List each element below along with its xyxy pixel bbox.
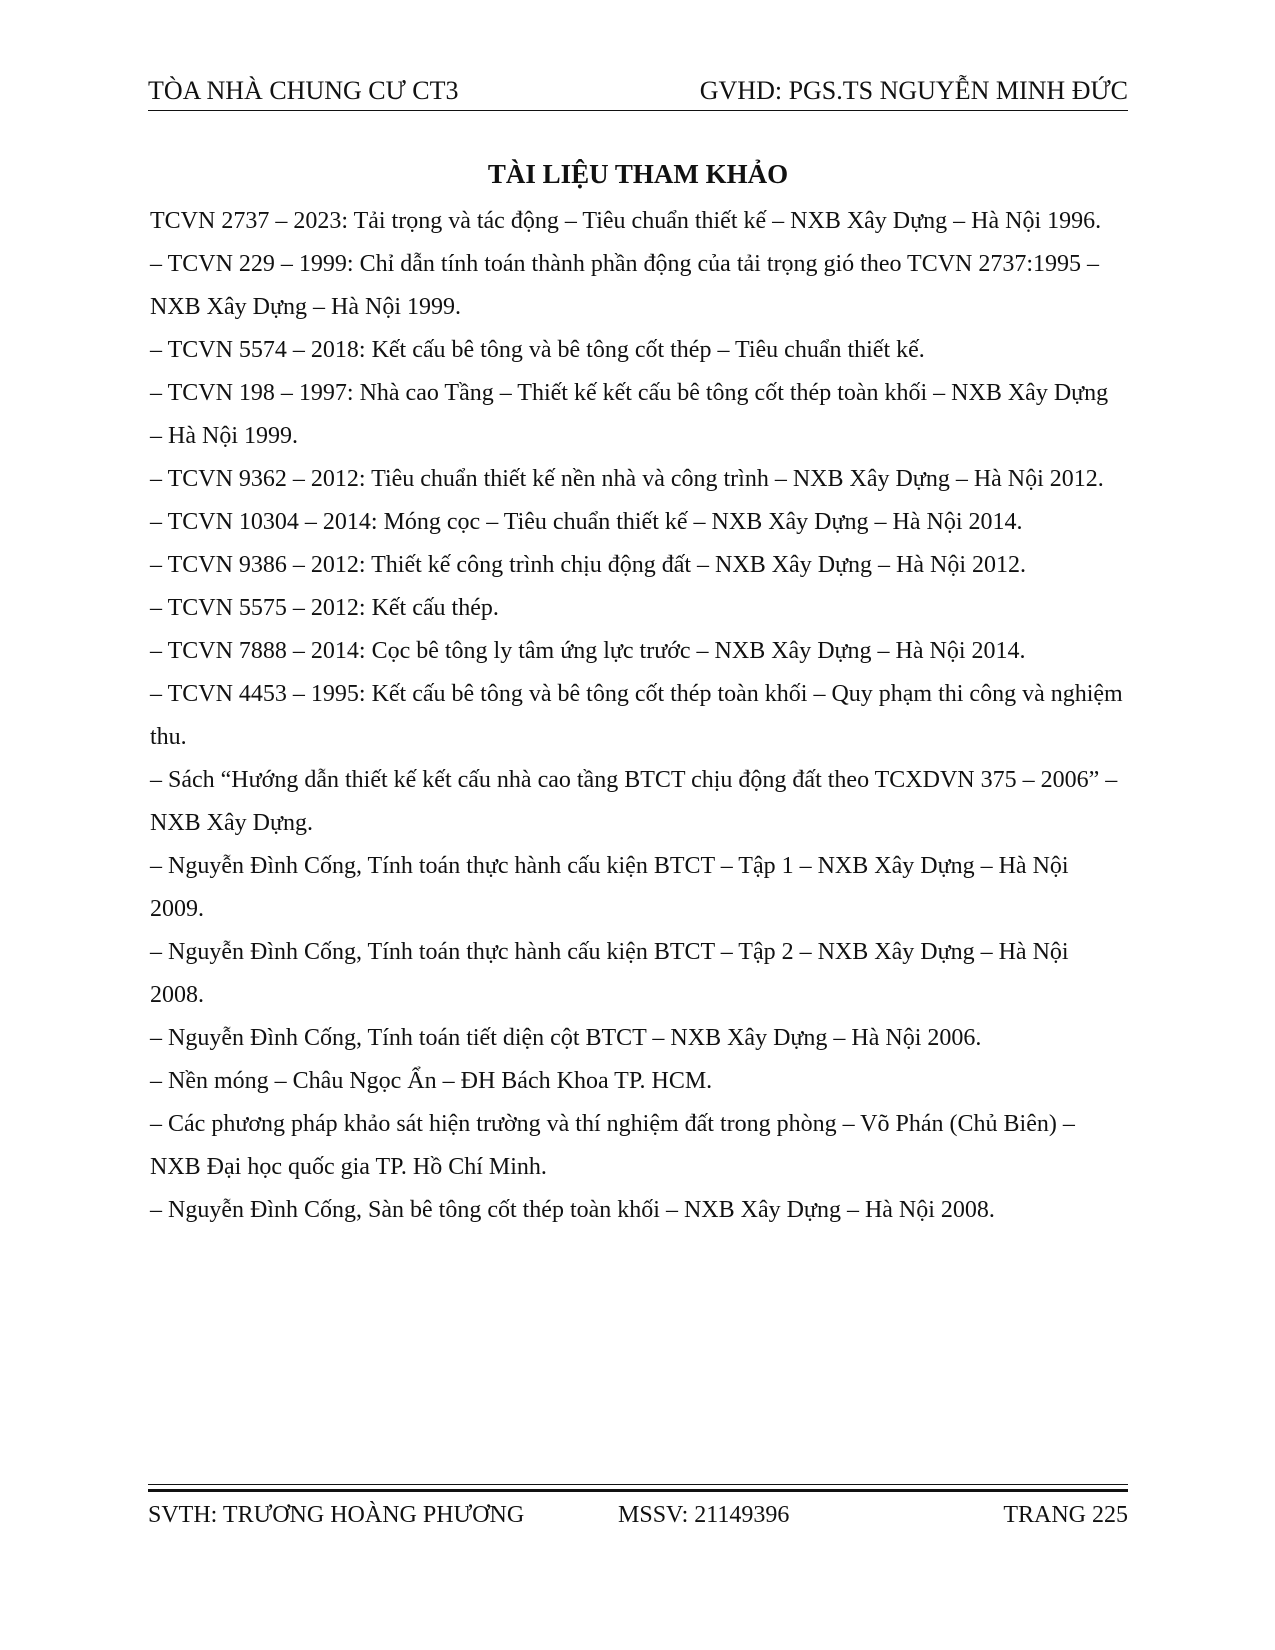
page-title: TÀI LIỆU THAM KHẢO [487, 159, 789, 189]
reference-list [150, 200, 1125, 1232]
reference-item: – TCVN 4453 – 1995: Kết cấu bê tông và bê tông cốt thép toàn khối – Quy phạm thi công và nghiệm thu. [150, 681, 1123, 750]
reference-item: – TCVN 10304 – 2014: Móng cọc – Tiêu chuẩn thiết kế – NXB Xây Dựng – Hà Nội 2014. [150, 509, 1023, 535]
reference-item: – TCVN 229 – 1999: Chỉ dẫn tính toán thành phần động của tải trọng gió theo TCVN 2737:1995 – NXB Xây Dựng – Hà Nội 1999. [150, 251, 1100, 320]
page-footer [148, 1498, 1128, 1534]
reference-item: – Nguyễn Đình Cống, Tính toán thực hành cấu kiện BTCT – Tập 1 – NXB Xây Dựng – Hà Nội 2009. [150, 853, 1069, 922]
reference-item: – TCVN 9362 – 2012: Tiêu chuẩn thiết kế nền nhà và công trình – NXB Xây Dựng – Hà Nội 2012. [150, 466, 1104, 492]
reference-item: – TCVN 9386 – 2012: Thiết kế công trình chịu động đất – NXB Xây Dựng – Hà Nội 2012. [150, 552, 1027, 578]
reference-item: – TCVN 5574 – 2018: Kết cấu bê tông và bê tông cốt thép – Tiêu chuẩn thiết kế. [150, 337, 925, 363]
reference-item: – Nguyễn Đình Cống, Sàn bê tông cốt thép toàn khối – NXB Xây Dựng – Hà Nội 2008. [150, 1197, 995, 1223]
header-supervisor: GVHD: PGS.TS NGUYỄN MINH ĐỨC [699, 76, 1128, 105]
reference-item: – TCVN 198 – 1997: Nhà cao Tầng – Thiết kế kết cấu bê tông cốt thép toàn khối – NXB Xây Dựng – Hà Nội 1999. [150, 380, 1109, 449]
footer-page-number: TRANG 225 [1003, 1502, 1128, 1528]
footer-divider-thin [148, 1484, 1128, 1485]
footer-divider-thick [148, 1489, 1128, 1492]
reference-item: – TCVN 7888 – 2014: Cọc bê tông ly tâm ứng lực trước – NXB Xây Dựng – Hà Nội 2014. [150, 638, 1026, 664]
reference-item: – Nền móng – Châu Ngọc Ẩn – ĐH Bách Khoa TP. HCM. [150, 1068, 713, 1094]
footer-student-id: MSSV: 21149396 [618, 1502, 790, 1528]
reference-item: – Các phương pháp khảo sát hiện trường và thí nghiệm đất trong phòng – Võ Phán (Chủ Biên) – NXB Đại học quốc gia TP. Hồ Chí Minh. [150, 1111, 1075, 1180]
reference-item: – Sách “Hướng dẫn thiết kế kết cấu nhà cao tầng BTCT chịu động đất theo TCXDVN 375 – 2006” – NXB Xây Dựng. [150, 767, 1118, 836]
reference-item: TCVN 2737 – 2023: Tải trọng và tác động – Tiêu chuẩn thiết kế – NXB Xây Dựng – Hà Nội 1996. [150, 208, 1102, 234]
reference-item: – Nguyễn Đình Cống, Tính toán tiết diện cột BTCT – NXB Xây Dựng – Hà Nội 2006. [150, 1025, 982, 1051]
reference-item: – TCVN 5575 – 2012: Kết cấu thép. [150, 595, 499, 621]
reference-item: – Nguyễn Đình Cống, Tính toán thực hành cấu kiện BTCT – Tập 2 – NXB Xây Dựng – Hà Nội 2008. [150, 939, 1069, 1008]
header-divider [148, 110, 1128, 111]
footer-student-name: SVTH: TRƯƠNG HOÀNG PHƯƠNG [148, 1502, 525, 1528]
page-header [148, 74, 1128, 114]
header-project-name: TÒA NHÀ CHUNG CƯ CT3 [148, 76, 459, 105]
